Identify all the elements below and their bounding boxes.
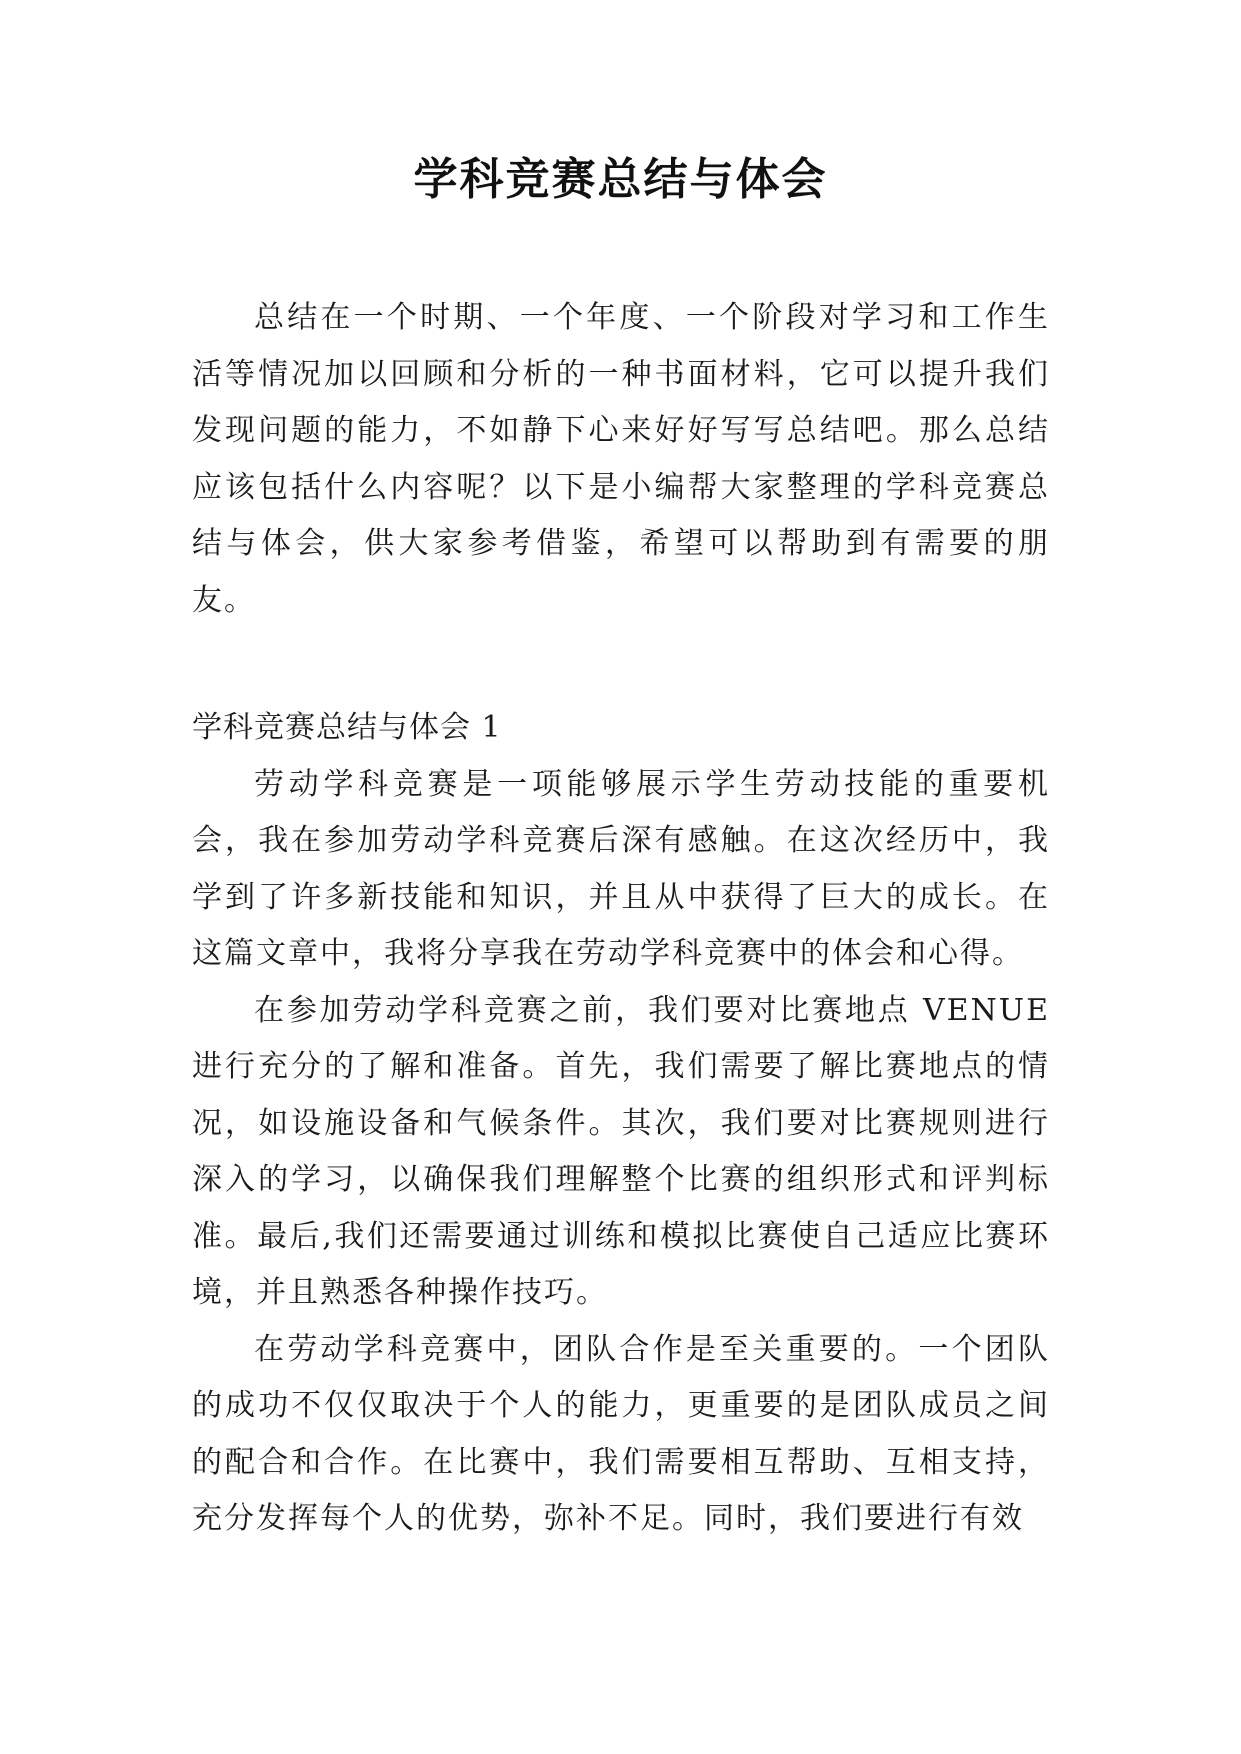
body-paragraph-2: 在参加劳动学科竞赛之前，我们要对比赛地点 VENUE 进行充分的了解和准备。首先，我们需要了解比赛地点的情况，如设施设备和气候条件。其次，我们要对比赛规则进行深入的学习，以确保我们理解整个比赛的组织形式和评判标准。最后,我们还需要通过训练和模拟比赛使自己适应比赛环境，并且熟悉各种操作技巧。	[192, 992, 1050, 1310]
intro-section	[192, 290, 1050, 629]
body-paragraph-3: 在劳动学科竞赛中，团队合作是至关重要的。一个团队的成功不仅仅取决于个人的能力，更重要的是团队成员之间的配合和合作。在比赛中，我们需要相互帮助、互相支持，充分发挥每个人的优势，弥补不足。同时，我们要进行有效	[192, 1331, 1050, 1536]
body-paragraph-1: 劳动学科竞赛是一项能够展示学生劳动技能的重要机会，我在参加劳动学科竞赛后深有感触。在这次经历中，我学到了许多新技能和知识，并且从中获得了巨大的成长。在这篇文章中，我将分享我在劳动学科竞赛中的体会和心得。	[192, 766, 1050, 971]
article-section	[192, 700, 1050, 1548]
intro-paragraph: 总结在一个时期、一个年度、一个阶段对学习和工作生活等情况加以回顾和分析的一种书面材料，它可以提升我们发现问题的能力，不如静下心来好好写写总结吧。那么总结应该包括什么内容呢？以下是小编帮大家整理的学科竞赛总结与体会，供大家参考借鉴，希望可以帮助到有需要的朋友。	[192, 300, 1050, 618]
section-heading: 学科竞赛总结与体会 1	[192, 710, 502, 745]
document-title: 学科竞赛总结与体会	[413, 154, 828, 205]
